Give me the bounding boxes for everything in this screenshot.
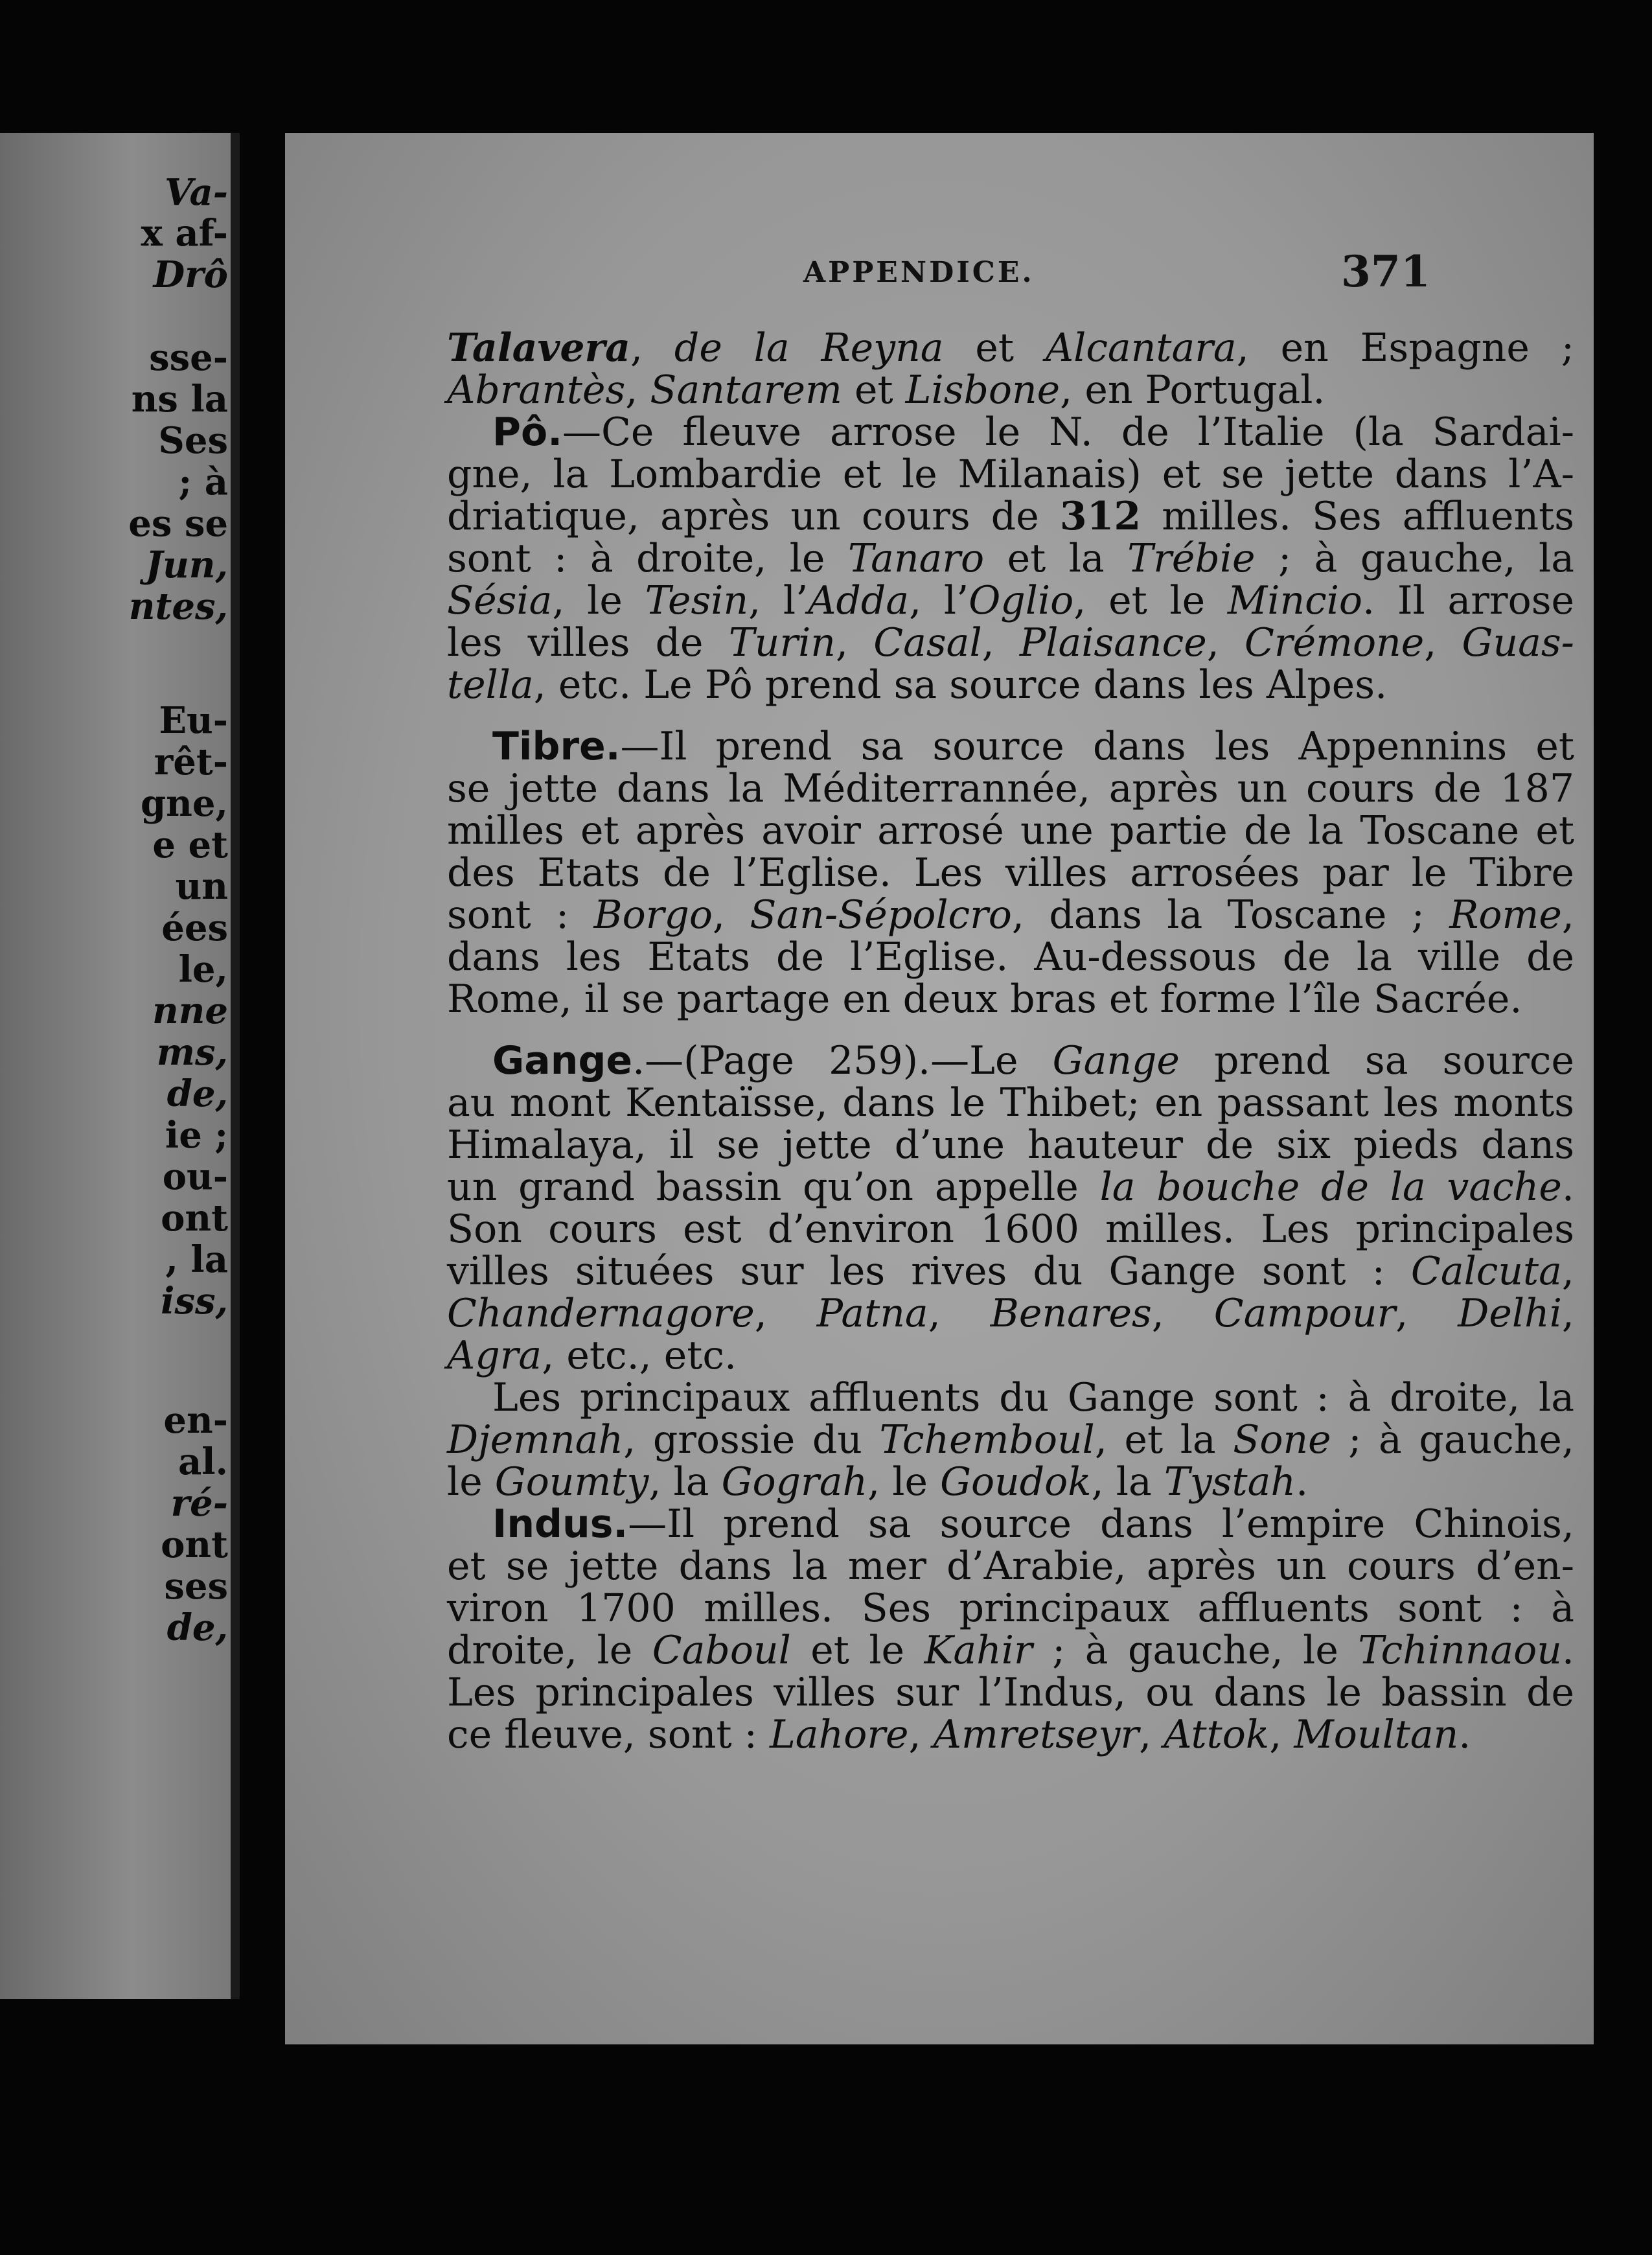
page-number: 371 bbox=[1341, 246, 1430, 297]
text-line: des Etats de l’Eglise. Les villes arrosées par le Tibre bbox=[447, 850, 1574, 896]
text-line: Djemnah, grossie du Tchemboul, et la Sone ; à gauche, bbox=[447, 1417, 1574, 1463]
text-line: Indus.—Il prend sa source dans l’empire Chinois, bbox=[492, 1501, 1574, 1547]
left-page-fragment: ns la bbox=[131, 378, 228, 421]
left-page-fragment: , la bbox=[165, 1238, 228, 1281]
text-line: Gange.—(Page 259).—Le Gange prend sa source bbox=[492, 1038, 1575, 1083]
text-line: Les principaux affluents du Gange sont : à droite, la bbox=[492, 1375, 1574, 1420]
text-line: le Goumty, la Gograh, le Goudok, la Tystah. bbox=[447, 1459, 1309, 1505]
text-line: tella, etc. Le Pô prend sa source dans les Alpes. bbox=[447, 662, 1388, 708]
left-page-fragment: Drô bbox=[153, 253, 228, 296]
paragraph-gap bbox=[447, 706, 1574, 726]
left-page-fragment: un bbox=[175, 865, 228, 908]
text-line: et se jette dans la mer d’Arabie, après un cours d’en- bbox=[447, 1544, 1574, 1589]
left-page-fragment: ées bbox=[161, 907, 228, 949]
text-line: Son cours est d’environ 1600 milles. Les principales bbox=[447, 1207, 1574, 1252]
left-page-fragment: rêt- bbox=[154, 741, 228, 783]
text-line: viron 1700 milles. Ses principaux affluents sont : à bbox=[447, 1586, 1574, 1631]
left-page-fragment: ou- bbox=[162, 1155, 228, 1198]
text-line: Chandernagore, Patna, Benares, Campour, Delhi, bbox=[447, 1291, 1574, 1336]
left-page-fragment: ont bbox=[161, 1197, 228, 1240]
text-line: milles et après avoir arrosé une partie de la Toscane et bbox=[447, 808, 1574, 853]
left-page-fragment: Ses bbox=[158, 419, 228, 462]
text-line: villes situées sur les rives du Gange sont : Calcuta, bbox=[447, 1249, 1574, 1294]
text-line: les villes de Turin, Casal, Plaisance, Crémone, Guas- bbox=[447, 620, 1574, 665]
text-line: Tibre.—Il prend sa source dans les Appennins et bbox=[492, 724, 1574, 769]
text-line: Rome, il se partage en deux bras et forme l’île Sacrée. bbox=[447, 977, 1522, 1022]
left-page-fragment: sse- bbox=[149, 336, 228, 379]
left-page-fragment: e et bbox=[152, 824, 228, 866]
left-page-fragment: Va- bbox=[165, 171, 228, 214]
left-page-fragment: Eu- bbox=[159, 699, 228, 742]
left-page-fragment: en- bbox=[163, 1399, 228, 1442]
left-page-fragment: ont bbox=[161, 1523, 228, 1566]
text-line: Himalaya, il se jette d’une hauteur de six pieds dans bbox=[447, 1122, 1574, 1168]
text-line: Pô.—Ce fleuve arrose le N. de l’Italie (la Sardai- bbox=[492, 410, 1574, 455]
left-page-fragment: x af- bbox=[141, 212, 228, 255]
text-line: se jette dans la Méditerrannée, après un cours de 187 bbox=[447, 766, 1574, 811]
text-line: driatique, après un cours de 312 milles. Ses affluents bbox=[447, 494, 1574, 539]
left-page-fragment: ; à bbox=[178, 461, 228, 503]
left-page-fragment: nne bbox=[152, 989, 228, 1032]
book-page bbox=[285, 133, 1594, 2044]
text-line: sont : Borgo, San-Sépolcro, dans la Toscane ; Rome, bbox=[447, 892, 1574, 938]
left-page-fragment: ie ; bbox=[165, 1114, 228, 1157]
text-line: ce fleuve, sont : Lahore, Amretseyr, Attok, Moultan. bbox=[447, 1712, 1471, 1757]
text-line: au mont Kentaïsse, dans le Thibet; en passant les monts bbox=[447, 1080, 1574, 1126]
left-page-fragment: de, bbox=[166, 1072, 228, 1115]
text-line: dans les Etats de l’Eglise. Au-dessous de la ville de bbox=[447, 934, 1574, 980]
text-line: gne, la Lombardie et le Milanais) et se jette dans l’A- bbox=[447, 452, 1574, 497]
text-line: Sésia, le Tesin, l’Adda, l’Oglio, et le Mincio. Il arrose bbox=[447, 578, 1575, 623]
text-line: droite, le Caboul et le Kahir ; à gauche, le Tchinnaou. bbox=[447, 1628, 1574, 1673]
left-page-fragment: al. bbox=[178, 1440, 228, 1483]
left-page-fragment: iss, bbox=[161, 1280, 228, 1323]
left-page-fragment: gne, bbox=[141, 782, 228, 825]
running-head: APPENDICE. bbox=[803, 256, 1035, 289]
facing-page-edge bbox=[0, 133, 240, 1999]
left-page-fragment: Jun, bbox=[145, 544, 228, 586]
text-line: un grand bassin qu’on appelle la bouche de la vache. bbox=[447, 1164, 1574, 1210]
left-page-fragment: ms, bbox=[156, 1031, 228, 1074]
text-line: Abrantès, Santarem et Lisbone, en Portugal. bbox=[447, 367, 1325, 413]
left-page-fragment: de, bbox=[166, 1606, 228, 1649]
text-line: sont : à droite, le Tanaro et la Trébie ; à gauche, la bbox=[447, 536, 1574, 581]
left-page-fragment: es se bbox=[128, 502, 228, 545]
left-page-fragment: ré- bbox=[170, 1482, 228, 1525]
text-line: Talavera, de la Reyna et Alcantara, en Espagne ; bbox=[447, 325, 1575, 371]
left-page-fragment: ntes, bbox=[128, 585, 228, 628]
book-gutter bbox=[231, 133, 240, 1999]
text-line: Agra, etc., etc. bbox=[447, 1333, 737, 1378]
paragraph-gap bbox=[447, 1021, 1574, 1040]
left-page-fragment: le, bbox=[178, 948, 228, 991]
page-body bbox=[447, 327, 1574, 1756]
text-line: Les principales villes sur l’Indus, ou dans le bassin de bbox=[447, 1670, 1574, 1715]
left-page-fragment: ses bbox=[164, 1565, 228, 1608]
